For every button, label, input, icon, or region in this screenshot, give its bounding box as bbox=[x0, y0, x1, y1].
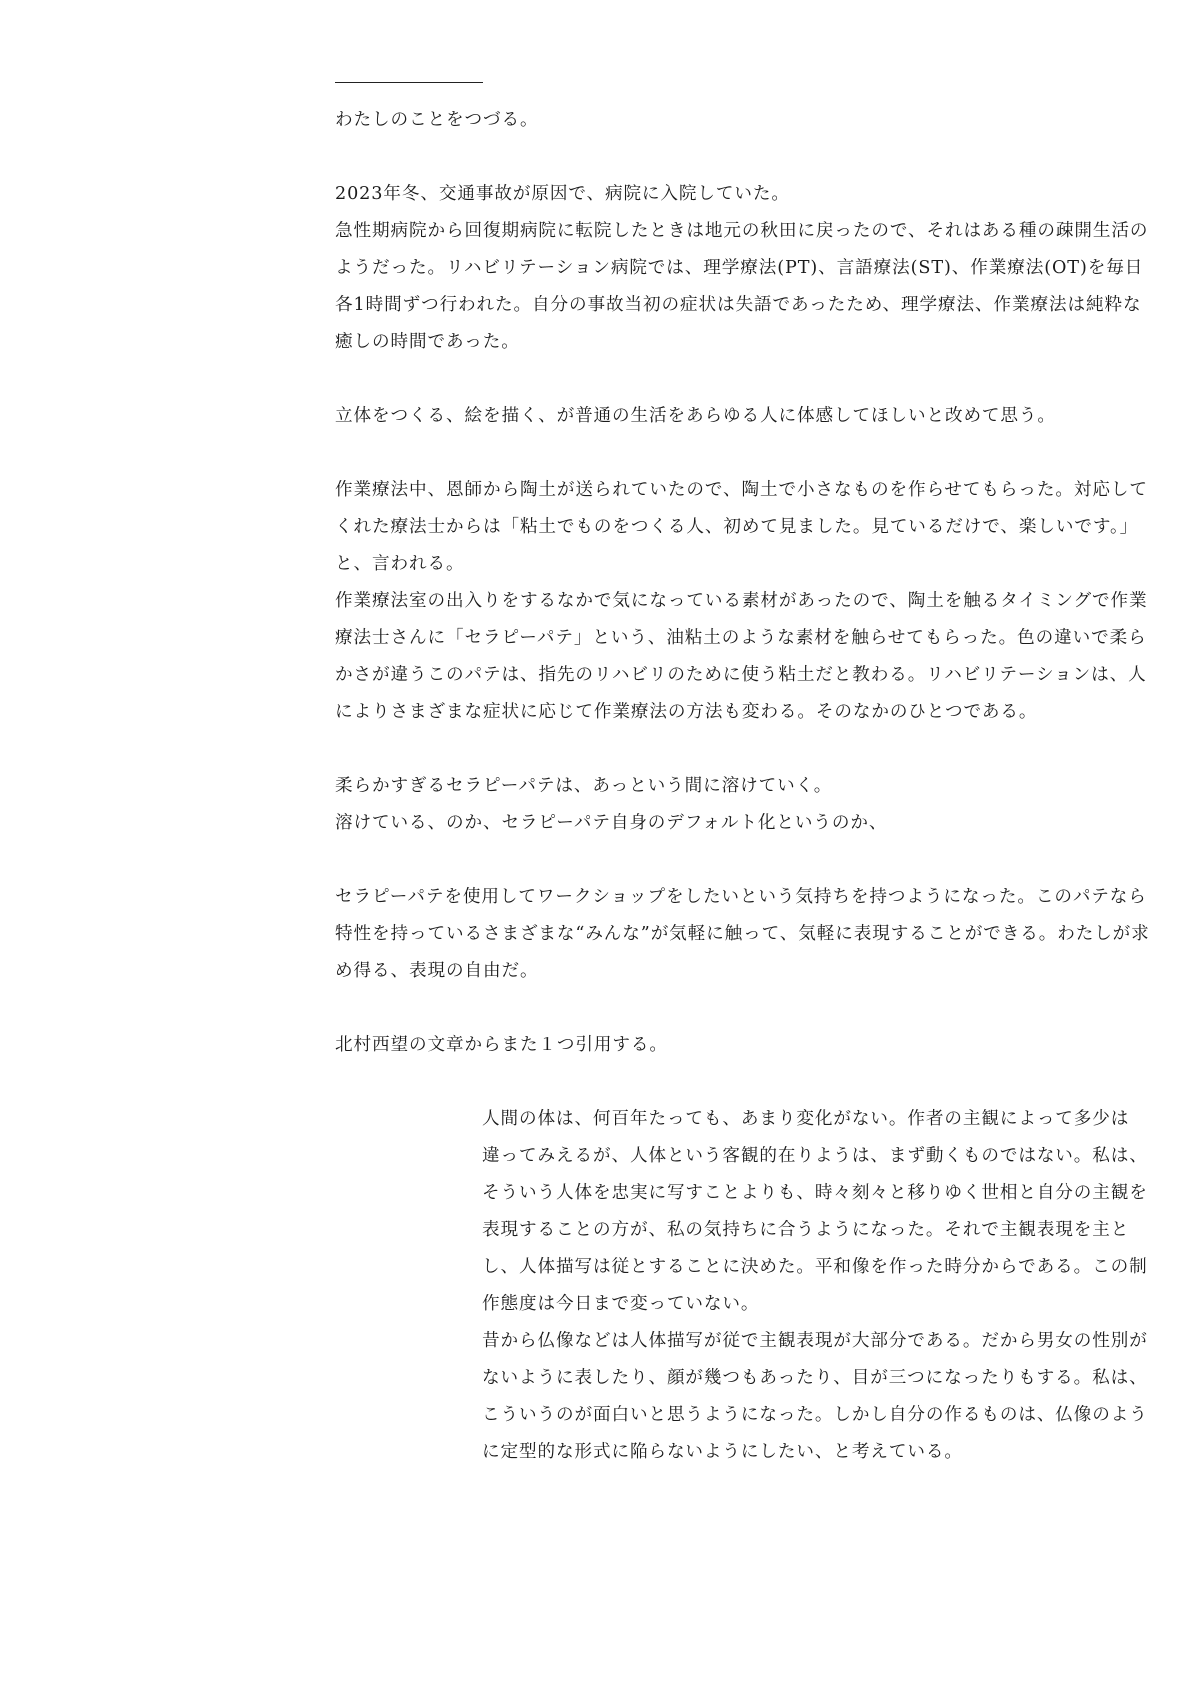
text-line: 療法士さんに「セラピーパテ」という、油粘土のような素材を触らせてもらった。色の違いで柔ら bbox=[335, 628, 1147, 648]
quote-line: 人間の体は、何百年たっても、あまり変化がない。作者の主観によって多少は bbox=[482, 1109, 1130, 1129]
text-line: 北村西望の文章からまた１つ引用する。 bbox=[335, 1035, 668, 1055]
paragraph bbox=[335, 398, 1145, 435]
quote-line: 作態度は今日まで変っていない。 bbox=[482, 1294, 760, 1314]
paragraph bbox=[335, 879, 1150, 990]
text-line: と、言われる。 bbox=[335, 554, 465, 574]
quote-line: ないように表したり、顔が幾つもあったり、目が三つになったりもする。私は、 bbox=[482, 1368, 1148, 1388]
text-line: によりさまざまな症状に応じて作業療法の方法も変わる。そのなかのひとつである。 bbox=[335, 702, 1038, 722]
paragraph bbox=[335, 176, 1149, 361]
paragraph bbox=[335, 1027, 1145, 1064]
text-line: わたしのことをつづる。 bbox=[335, 110, 539, 130]
text-line: くれた療法士からは「粘土でものをつくる人、初めて見ました。見ているだけで、楽しいです。」 bbox=[335, 517, 1139, 537]
paragraph bbox=[335, 768, 1145, 842]
text-line: 作業療法室の出入りをするなかで気になっている素材があったので、陶土を触るタイミングで作業 bbox=[335, 591, 1148, 611]
text-line: ようだった。リハビリテーション病院では、理学療法(PT)、言語療法(ST)、作業療法(OT)を毎日 bbox=[335, 258, 1144, 278]
text-line: 癒しの時間であった。 bbox=[335, 332, 520, 352]
quote-line: 昔から仏像などは人体描写が従で主観表現が大部分である。だから男女の性別が bbox=[482, 1331, 1148, 1351]
top-rule bbox=[335, 82, 483, 83]
block-quote bbox=[482, 1101, 1148, 1471]
paragraph bbox=[335, 102, 1145, 139]
text-line: 溶けている、のか、セラピーパテ自身のデフォルト化というのか、 bbox=[335, 813, 888, 833]
text-line: 立体をつくる、絵を描く、が普通の生活をあらゆる人に体感してほしいと改めて思う。 bbox=[335, 406, 1056, 426]
quote-line: 表現することの方が、私の気持ちに合うようになった。それで主観表現を主と bbox=[482, 1220, 1130, 1240]
body-text bbox=[335, 102, 1150, 1471]
text-line: 各1時間ずつ行われた。自分の事故当初の症状は失語であったため、理学療法、作業療法は純粋な bbox=[335, 295, 1142, 315]
text-line: 急性期病院から回復期病院に転院したときは地元の秋田に戻ったので、それはある種の疎開生活の bbox=[335, 221, 1149, 241]
text-line: 作業療法中、恩師から陶土が送られていたので、陶土で小さなものを作らせてもらった。対応して bbox=[335, 480, 1148, 500]
text-line: め得る、表現の自由だ。 bbox=[335, 961, 539, 981]
text-line: セラピーパテを使用してワークショップをしたいという気持ちを持つようになった。このパテなら bbox=[335, 887, 1147, 907]
text-line: 柔らかすぎるセラピーパテは、あっという間に溶けていく。 bbox=[335, 776, 833, 796]
text-line: かさが違うこのパテは、指先のリハビリのために使う粘土だと教わる。リハビリテーションは、人 bbox=[335, 665, 1147, 685]
paragraph bbox=[335, 472, 1148, 731]
text-line: 特性を持っているさまざまな“みんな”が気軽に触って、気軽に表現することができる。わたしが求 bbox=[335, 924, 1150, 944]
quote-line: こういうのが面白いと思うようになった。しかし自分の作るものは、仏像のよう bbox=[482, 1405, 1148, 1425]
quote-line: そういう人体を忠実に写すことよりも、時々刻々と移りゆく世相と自分の主観を bbox=[482, 1183, 1148, 1203]
text-line: 2023年冬、交通事故が原因で、病院に入院していた。 bbox=[335, 184, 790, 204]
quote-line: 違ってみえるが、人体という客観的在りようは、まず動くものではない。私は、 bbox=[482, 1146, 1148, 1166]
quote-line: し、人体描写は従とすることに決めた。平和像を作った時分からである。この制 bbox=[482, 1257, 1148, 1277]
quote-line: に定型的な形式に陥らないようにしたい、と考えている。 bbox=[482, 1442, 963, 1462]
